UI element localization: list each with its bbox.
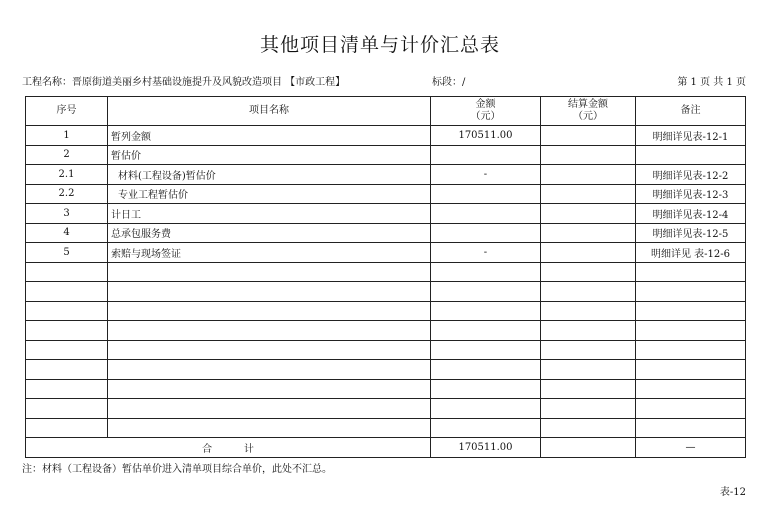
- cell-seq: 5: [26, 243, 108, 263]
- total-row: [26, 438, 746, 458]
- cell-item-name: 暂列金额: [108, 126, 431, 146]
- section-label: 标段：/: [432, 77, 466, 88]
- empty-row: [26, 321, 746, 341]
- cell-seq: 2.2: [26, 184, 108, 204]
- cell-amount: -: [431, 165, 541, 185]
- cell-remark: 明细详见表-12-5: [636, 223, 746, 243]
- cell-amount: [431, 184, 541, 204]
- table-row: [26, 243, 746, 263]
- cell-seq: 2.1: [26, 165, 108, 185]
- cell-amount: [431, 145, 541, 165]
- table-row: [26, 165, 746, 185]
- cell-amount: [431, 204, 541, 224]
- empty-row: [26, 340, 746, 360]
- project-name: 工程名称：晋原街道美丽乡村基础设施提升及风貌改造项目 【市政工程】: [22, 77, 346, 88]
- table-row: [26, 145, 746, 165]
- empty-row: [26, 399, 746, 419]
- cell-remark: [636, 145, 746, 165]
- empty-row: [26, 418, 746, 438]
- cell-settlement: [541, 145, 636, 165]
- table-number: 表-12: [719, 487, 746, 498]
- total-amount: 170511.00: [431, 438, 541, 458]
- cell-settlement: [541, 204, 636, 224]
- cell-remark: 明细详见表-12-4: [636, 204, 746, 224]
- page-title: 其他项目清单与计价汇总表: [259, 34, 500, 56]
- total-settlement: [541, 438, 636, 458]
- table-header-row: [26, 97, 746, 126]
- cell-seq: 3: [26, 204, 108, 224]
- cell-item-name: 总承包服务费: [108, 223, 431, 243]
- cell-seq: 1: [26, 126, 108, 146]
- cell-item-name: 索赔与现场签证: [108, 243, 431, 263]
- cell-remark: 明细详见 表-12-6: [636, 243, 746, 263]
- header-settlement-amount: 结算金额 （元）: [541, 97, 636, 126]
- cell-remark: 明细详见表-12-1: [636, 126, 746, 146]
- cell-item-name: 材料(工程设备)暂估价: [108, 165, 431, 185]
- cell-settlement: [541, 126, 636, 146]
- cell-item-name: 计日工: [108, 204, 431, 224]
- empty-row: [26, 301, 746, 321]
- cell-amount: 170511.00: [431, 126, 541, 146]
- cell-settlement: [541, 165, 636, 185]
- empty-row: [26, 360, 746, 380]
- table-row: [26, 126, 746, 146]
- header-item-name: 项目名称: [108, 97, 431, 126]
- table-row: [26, 184, 746, 204]
- cell-amount: -: [431, 243, 541, 263]
- header-amount: 金额 （元）: [431, 97, 541, 126]
- cell-seq: 4: [26, 223, 108, 243]
- table-row: [26, 223, 746, 243]
- empty-row: [26, 379, 746, 399]
- total-remark: —: [636, 438, 746, 458]
- header-remark: 备注: [636, 97, 746, 126]
- cell-item-name: 专业工程暂估价: [108, 184, 431, 204]
- summary-table: [25, 96, 746, 458]
- cell-amount: [431, 223, 541, 243]
- cell-settlement: [541, 223, 636, 243]
- cell-remark: 明细详见表-12-2: [636, 165, 746, 185]
- cell-seq: 2: [26, 145, 108, 165]
- cell-settlement: [541, 184, 636, 204]
- empty-row: [26, 282, 746, 302]
- page-indicator: 第 1 页 共 1 页: [677, 77, 746, 88]
- empty-row: [26, 262, 746, 282]
- header-seq: 序号: [26, 97, 108, 126]
- cell-remark: 明细详见表-12-3: [636, 184, 746, 204]
- cell-item-name: 暂估价: [108, 145, 431, 165]
- table-row: [26, 204, 746, 224]
- footnote: 注：材料（工程设备）暂估单价进入清单项目综合单价，此处不汇总。: [22, 464, 332, 475]
- cell-settlement: [541, 243, 636, 263]
- total-label: 合 计: [26, 438, 431, 458]
